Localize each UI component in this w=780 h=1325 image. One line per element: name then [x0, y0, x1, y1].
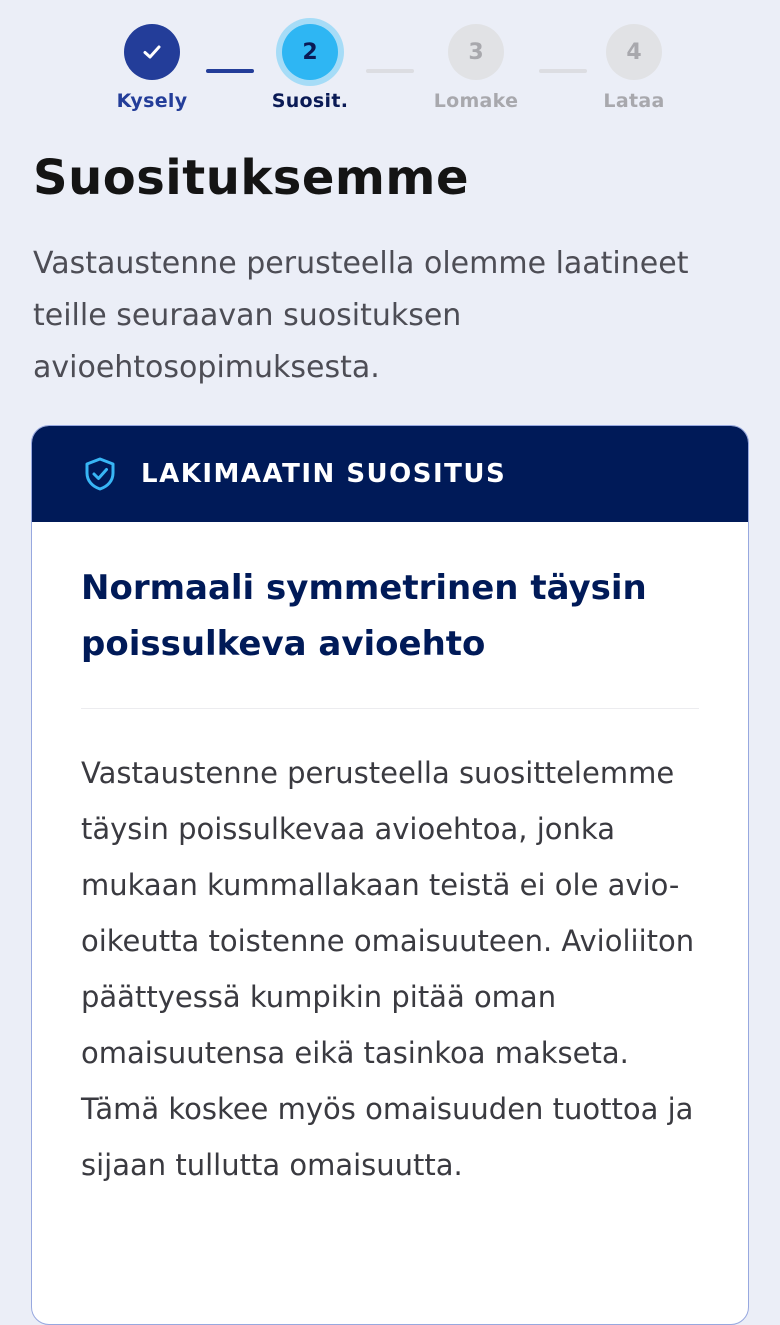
- step-circle-done: [124, 24, 180, 80]
- recommendation-text: Vastaustenne perusteella suosittelemme täysin poissulkevaa avioehtoa, jonka mukaan kummallakaan teistä ei ole avio-oikeutta toistenne omaisuuteen. Avioliiton päättyessä kumpikin pitää oman omaisuutensa eikä tasinkoa makseta. Tämä koskee myös omaisuuden tuottoa ja sijaan tullutta omaisuutta.: [81, 756, 695, 1182]
- step-label: Kysely: [116, 90, 188, 112]
- step-kysely[interactable]: [82, 24, 222, 112]
- page-title: Suosituksemme: [33, 150, 469, 206]
- recommendation-card-body: [32, 522, 748, 1193]
- step-suositus[interactable]: [240, 24, 380, 112]
- step-lataa[interactable]: [564, 24, 704, 112]
- recommendation-title: Normaali symmetrinen täysin poissulkeva avioehto: [81, 568, 647, 664]
- step-label: Suosit.: [271, 90, 349, 112]
- recommendation-card: [31, 425, 749, 1325]
- recommendation-card-header: [32, 426, 748, 522]
- step-label: Lomake: [433, 90, 519, 112]
- step-circle-todo: 4: [606, 24, 662, 80]
- progress-stepper: [0, 0, 780, 130]
- check-icon: [141, 41, 163, 63]
- step-circle-todo: 3: [448, 24, 504, 80]
- step-circle-active: 2: [282, 24, 338, 80]
- step-lomake[interactable]: [406, 24, 546, 112]
- intro-text: Vastaustenne perusteella olemme laatineet teille seuraavan suosituksen avioehtosopimuksesta.: [33, 246, 689, 385]
- recommendation-header-label: LAKIMAATIN SUOSITUS: [141, 459, 507, 489]
- divider: [81, 708, 699, 709]
- step-label: Lataa: [603, 90, 665, 112]
- shield-check-icon: [81, 455, 119, 493]
